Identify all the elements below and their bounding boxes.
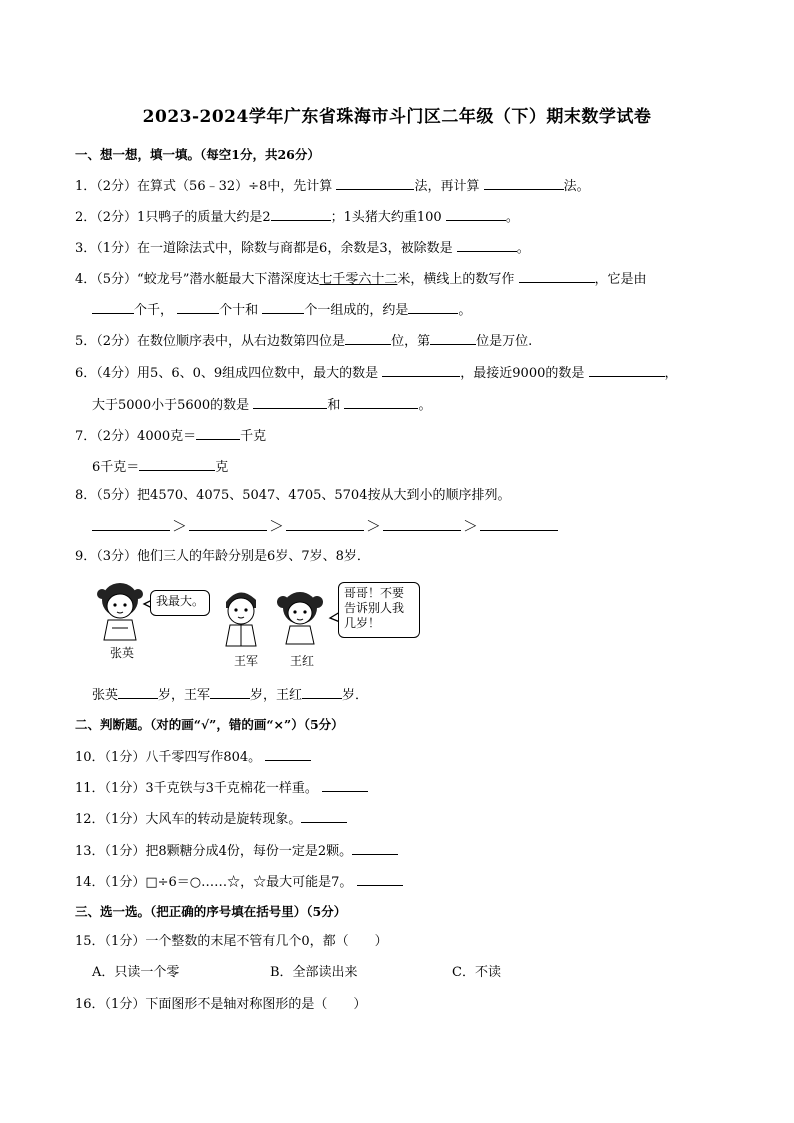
question-text: 张英	[92, 688, 119, 703]
question-number: 5．	[75, 334, 97, 349]
name-label-zhangying: 张英	[110, 646, 135, 660]
question-16	[75, 996, 366, 1014]
answer-blank[interactable]	[383, 516, 461, 531]
question-text: 。	[505, 210, 519, 225]
answer-blank[interactable]	[484, 175, 564, 190]
answer-blank[interactable]	[302, 684, 342, 699]
question-text: （1分）一个整数的末尾不管有几个0，都（ ）	[104, 934, 388, 949]
question-text: （1分）大风车的转动是旋转现象。	[104, 812, 302, 827]
question-text: 岁．	[342, 688, 369, 703]
answer-blank[interactable]	[210, 684, 250, 699]
question-5	[75, 330, 532, 351]
answer-blank[interactable]	[262, 299, 304, 314]
answer-blank[interactable]	[301, 808, 347, 823]
speech-bubble-2	[338, 582, 420, 638]
question-text: 千克	[240, 429, 267, 444]
greater-than-sign: ＞	[172, 517, 188, 535]
question-text: （1分）八千零四写作804。	[104, 750, 262, 765]
question-number: 4．	[75, 272, 97, 287]
question-text: 克	[215, 460, 229, 475]
answer-blank[interactable]	[357, 871, 403, 886]
answer-blank[interactable]	[430, 330, 476, 345]
answer-blank[interactable]	[589, 362, 665, 377]
question-6	[75, 362, 678, 383]
question-text: （2分）在算式（56﹣32）÷8中，先计算	[96, 179, 333, 194]
question-text: 米，横线上的数写作	[397, 272, 515, 287]
question-text: 。	[516, 241, 530, 256]
question-13	[75, 840, 398, 861]
answer-blank[interactable]	[457, 237, 517, 252]
speech-text-line: 几岁！	[344, 616, 381, 630]
question-text: （2分）1只鸭子的质量大约是2	[96, 210, 271, 225]
answer-blank[interactable]	[92, 299, 134, 314]
question-15-option-c[interactable]: C．不读	[452, 965, 501, 980]
speech-text: 我最大。	[156, 594, 205, 608]
question-text: 岁，王军	[158, 688, 211, 703]
question-text: ；1头猪大约重100	[330, 210, 442, 225]
answer-blank[interactable]	[271, 206, 331, 221]
answer-blank[interactable]	[519, 268, 595, 283]
question-text: （5分）把4570、4075、5047、4705、5704按从大到小的顺序排列。	[96, 488, 511, 503]
question-text: 。	[458, 303, 472, 318]
question-3	[75, 237, 530, 258]
question-number: 13．	[75, 844, 105, 859]
question-number: 2．	[75, 210, 97, 225]
underlined-number-words: 七千零六十二	[319, 272, 398, 287]
answer-blank[interactable]	[196, 425, 240, 440]
girl-wanghong-figure	[277, 592, 323, 644]
answer-blank[interactable]	[118, 684, 158, 699]
answer-blank[interactable]	[446, 206, 506, 221]
question-text: 和	[327, 398, 341, 413]
question-9	[75, 548, 370, 566]
question-15-option-b[interactable]: B．全部读出来	[270, 965, 358, 980]
answer-blank[interactable]	[408, 299, 458, 314]
question-number: 11．	[75, 781, 105, 796]
question-text: （1分）□÷6＝○……☆，☆最大可能是7。	[104, 875, 353, 890]
question-number: 9．	[75, 549, 97, 564]
question-text: （1分）下面图形不是轴对称图形的是（ ）	[104, 997, 367, 1012]
question-text: （1分）把8颗糖分成4份，每份一定是2颗。	[104, 844, 353, 859]
question-text: 法，再计算	[414, 179, 480, 194]
question-text: ，	[664, 366, 678, 381]
question-number: 14．	[75, 875, 105, 890]
question-text: 6千克＝	[92, 460, 140, 475]
answer-blank[interactable]	[480, 516, 558, 531]
section-2-heading: 二、判断题。（对的画“√”，错的画“×”）（5分）	[75, 717, 344, 732]
speech-text-line: 哥哥！不要	[344, 586, 405, 600]
answer-blank[interactable]	[253, 394, 327, 409]
question-15	[75, 933, 388, 951]
section-3-heading: 三、选一选。（把正确的序号填在括号里）（5分）	[75, 904, 347, 919]
question-number: 10．	[75, 750, 105, 765]
question-text: （3分）他们三人的年龄分别是6岁、7岁、8岁．	[96, 549, 370, 564]
question-number: 8．	[75, 488, 97, 503]
answer-blank[interactable]	[345, 330, 391, 345]
question-6-cont	[92, 394, 431, 415]
answer-blank[interactable]	[322, 777, 368, 792]
question-7-cont	[92, 456, 228, 477]
question-4-cont	[92, 299, 471, 320]
question-8	[75, 487, 510, 505]
boy-wangjun-figure	[226, 592, 256, 646]
question-number: 15．	[75, 934, 105, 949]
answer-blank[interactable]	[177, 299, 219, 314]
greater-than-sign: ＞	[463, 517, 479, 535]
question-number: 7．	[75, 429, 97, 444]
name-label-wanghong: 王红	[290, 654, 315, 668]
question-9-answers	[92, 684, 368, 705]
answer-blank[interactable]	[139, 456, 215, 471]
question-1	[75, 175, 590, 196]
question-text: 法。	[563, 179, 590, 194]
question-number: 1．	[75, 179, 97, 194]
question-14	[75, 871, 403, 892]
question-10	[75, 746, 311, 767]
question-text: 。	[418, 398, 432, 413]
question-text: ，它是由	[594, 272, 647, 287]
question-text: 个一组成的，约是	[304, 303, 409, 318]
section-1-heading: 一、想一想，填一填。（每空1分，共26分）	[75, 147, 320, 162]
answer-blank[interactable]	[382, 362, 460, 377]
answer-blank[interactable]	[352, 840, 398, 855]
question-12	[75, 808, 347, 829]
children-illustration	[90, 578, 420, 674]
question-text: 位是万位.	[476, 334, 533, 349]
answer-blank[interactable]	[344, 394, 418, 409]
question-text: ，最接近9000的数是	[460, 366, 585, 381]
greater-than-sign: ＞	[366, 517, 382, 535]
question-text: 岁，王红	[250, 688, 303, 703]
question-number: 16．	[75, 997, 105, 1012]
question-11	[75, 777, 368, 798]
question-8-answers	[92, 516, 558, 537]
question-number: 12．	[75, 812, 105, 827]
question-text: （5分）“蛟龙号”潜水艇最大下潜深度达	[96, 272, 320, 287]
speech-text-line: 告诉别人我	[344, 601, 405, 615]
question-text: 个十和	[219, 303, 259, 318]
question-number: 3．	[75, 241, 97, 256]
page-title: 2023-2024学年广东省珠海市斗门区二年级（下）期末数学试卷	[142, 107, 652, 127]
question-4	[75, 268, 647, 289]
answer-blank[interactable]	[336, 175, 414, 190]
question-text: （1分）3千克铁与3千克棉花一样重。	[104, 781, 318, 796]
answer-blank[interactable]	[92, 516, 170, 531]
question-text: （1分）在一道除法式中，除数与商都是6，余数是3，被除数是	[96, 241, 453, 256]
answer-blank[interactable]	[286, 516, 364, 531]
answer-blank[interactable]	[189, 516, 267, 531]
question-number: 6．	[75, 366, 97, 381]
question-text: （4分）用5、6、0、9组成四位数中，最大的数是	[96, 366, 379, 381]
answer-blank[interactable]	[265, 746, 311, 761]
question-text: 位，第	[391, 334, 431, 349]
speech-bubble-1	[150, 590, 210, 616]
question-text: 大于5000小于5600的数是	[92, 398, 250, 413]
greater-than-sign: ＞	[269, 517, 285, 535]
question-7	[75, 425, 266, 446]
name-label-wangjun: 王军	[234, 654, 259, 668]
question-15-option-a[interactable]: A．只读一个零	[92, 965, 180, 980]
question-text: （2分）在数位顺序表中，从右边数第四位是	[96, 334, 346, 349]
question-text: （2分）4000克＝	[96, 429, 197, 444]
question-text: 个千，	[134, 303, 174, 318]
question-2	[75, 206, 519, 227]
girl-zhangying-figure	[97, 583, 143, 640]
